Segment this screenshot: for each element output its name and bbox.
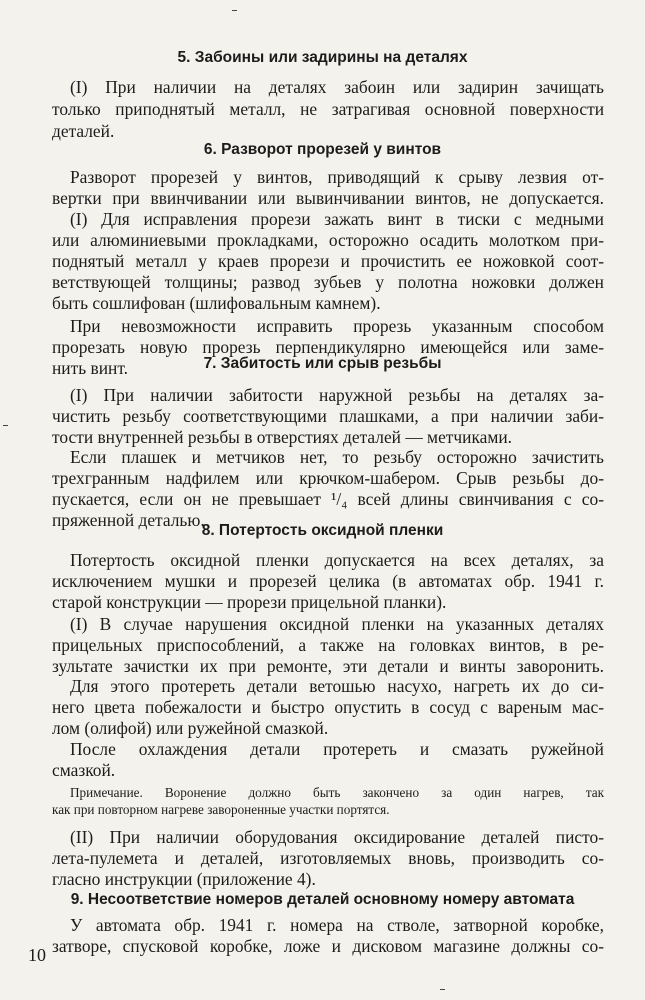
section-8-after-line-2: лета-пулемета и деталей, изготовляемых вновь, производить со-	[52, 848, 604, 868]
section-8-line-8: него цвета побежалости и быстро опустить в сосуд с вареным мас-	[52, 697, 604, 717]
section-5-line-3: деталей.	[52, 121, 115, 141]
section-9-heading: 9. Несоответствие номеров деталей основному номеру автомата	[70, 891, 575, 908]
section-9-line-2: затворе, спусковой коробке, ложе и дисковом магазине должны со-	[52, 936, 604, 956]
print-mark	[3, 425, 8, 426]
section-7-line-4: Если плашек и метчиков нет, то резьбу осторожно зачистить	[70, 447, 604, 467]
section-8-line-1: Потертость оксидной пленки допускается на всех деталях, за	[70, 550, 604, 570]
section-6-line-7: быть сошлифован (шлифовальным камнем).	[52, 293, 381, 313]
section-6-line-9: прорезать новую прорезь перпендикулярно имеющейся или заме-	[52, 337, 604, 357]
section-8-line-2: исключением мушки и прорезей целика (в автоматах обр. 1941 г.	[52, 571, 604, 591]
section-7-heading: 7. Забитость или срыв резьбы	[203, 355, 442, 372]
section-5-heading: 5. Забоины или задирины на деталях	[177, 49, 468, 66]
section-7-line-1: (I) При наличии забитости наружной резьбы на деталях за-	[70, 385, 604, 405]
page-number: 10	[28, 945, 46, 965]
section-8-line-4: (I) В случае нарушения оксидной пленки на указанных деталях	[70, 614, 604, 634]
section-6-heading: 6. Разворот прорезей у винтов	[203, 141, 442, 158]
section-6-line-1: Разворот прорезей у винтов, приводящий к срыву лезвия от-	[70, 167, 604, 187]
section-6-line-3: (I) Для исправления прорези зажать винт в тиски с медными	[70, 209, 604, 229]
section-8-line-3: старой конструкции — прорези прицельной планки).	[52, 592, 447, 612]
section-8-line-6: зультате зачистки их при ремонте, эти детали и винты заворонить.	[52, 656, 604, 676]
section-6-line-10: нить винт.	[52, 358, 128, 378]
section-8-line-5: прицельных приспособлений, а также на головках винтов, в ре-	[52, 635, 604, 655]
section-8-after-line-3: гласно инструкции (приложение 4).	[52, 869, 316, 889]
section-7-line-7: пряженной деталью.	[52, 510, 205, 530]
section-7-line-2: чистить резьбу соответствующими плашками, а при наличии заби-	[52, 406, 604, 426]
section-8-line-7: Для этого протереть детали ветошью насухо, нагреть их до си-	[70, 676, 604, 696]
section-7-line-5: трехгранным надфилем или крючком-шабером. Срыв резьбы до-	[52, 468, 604, 488]
section-7-line-3: тости внутренней резьбы в отверстиях деталей — метчиками.	[52, 427, 513, 447]
section-6-line-8: При невозможности исправить прорезь указанным способом	[70, 316, 604, 336]
section-8-note-line-1: Примечание. Воронение должно быть закончено за один нагрев, так	[70, 785, 604, 800]
section-8-line-10: После охлаждения детали протереть и смазать ружейной	[70, 739, 604, 759]
print-mark	[440, 989, 445, 990]
section-9-line-1: У автомата обр. 1941 г. номера на стволе, затворной коробке,	[70, 915, 604, 935]
section-8-note-line-2: как при повторном нагреве завороненные участки портятся.	[52, 802, 390, 817]
section-6-line-5: поднятый металл у краев прорези и прочистить ее ножовкой соот-	[52, 251, 604, 271]
section-8-line-11: смазкой.	[52, 760, 116, 780]
section-6-line-4: или алюминиевыми прокладками, осторожно осадить молотком при-	[52, 230, 604, 250]
section-5-line-2: только приподнятый металл, не затрагивая основной поверхности	[52, 99, 604, 119]
section-5-line-1: (I) При наличии на деталях забоин или задирин зачищать	[70, 77, 604, 97]
section-8-heading: 8. Потертость оксидной пленки	[201, 522, 444, 539]
section-6-line-2: вертки при ввинчивании или вывинчивании винтов, не допускается.	[52, 188, 604, 208]
section-8-after-line-1: (II) При наличии оборудования оксидирование деталей писто-	[70, 827, 604, 847]
print-mark	[232, 10, 237, 11]
section-6-line-6: ветствующей толщины; развод зубьев у полотна ножовки должен	[52, 272, 604, 292]
section-8-line-9: лом (олифой) или ружейной смазкой.	[52, 718, 329, 738]
section-7-line-6: пускается, если он не превышает ¹/₄ всей длины свинчивания с со-	[52, 489, 604, 509]
